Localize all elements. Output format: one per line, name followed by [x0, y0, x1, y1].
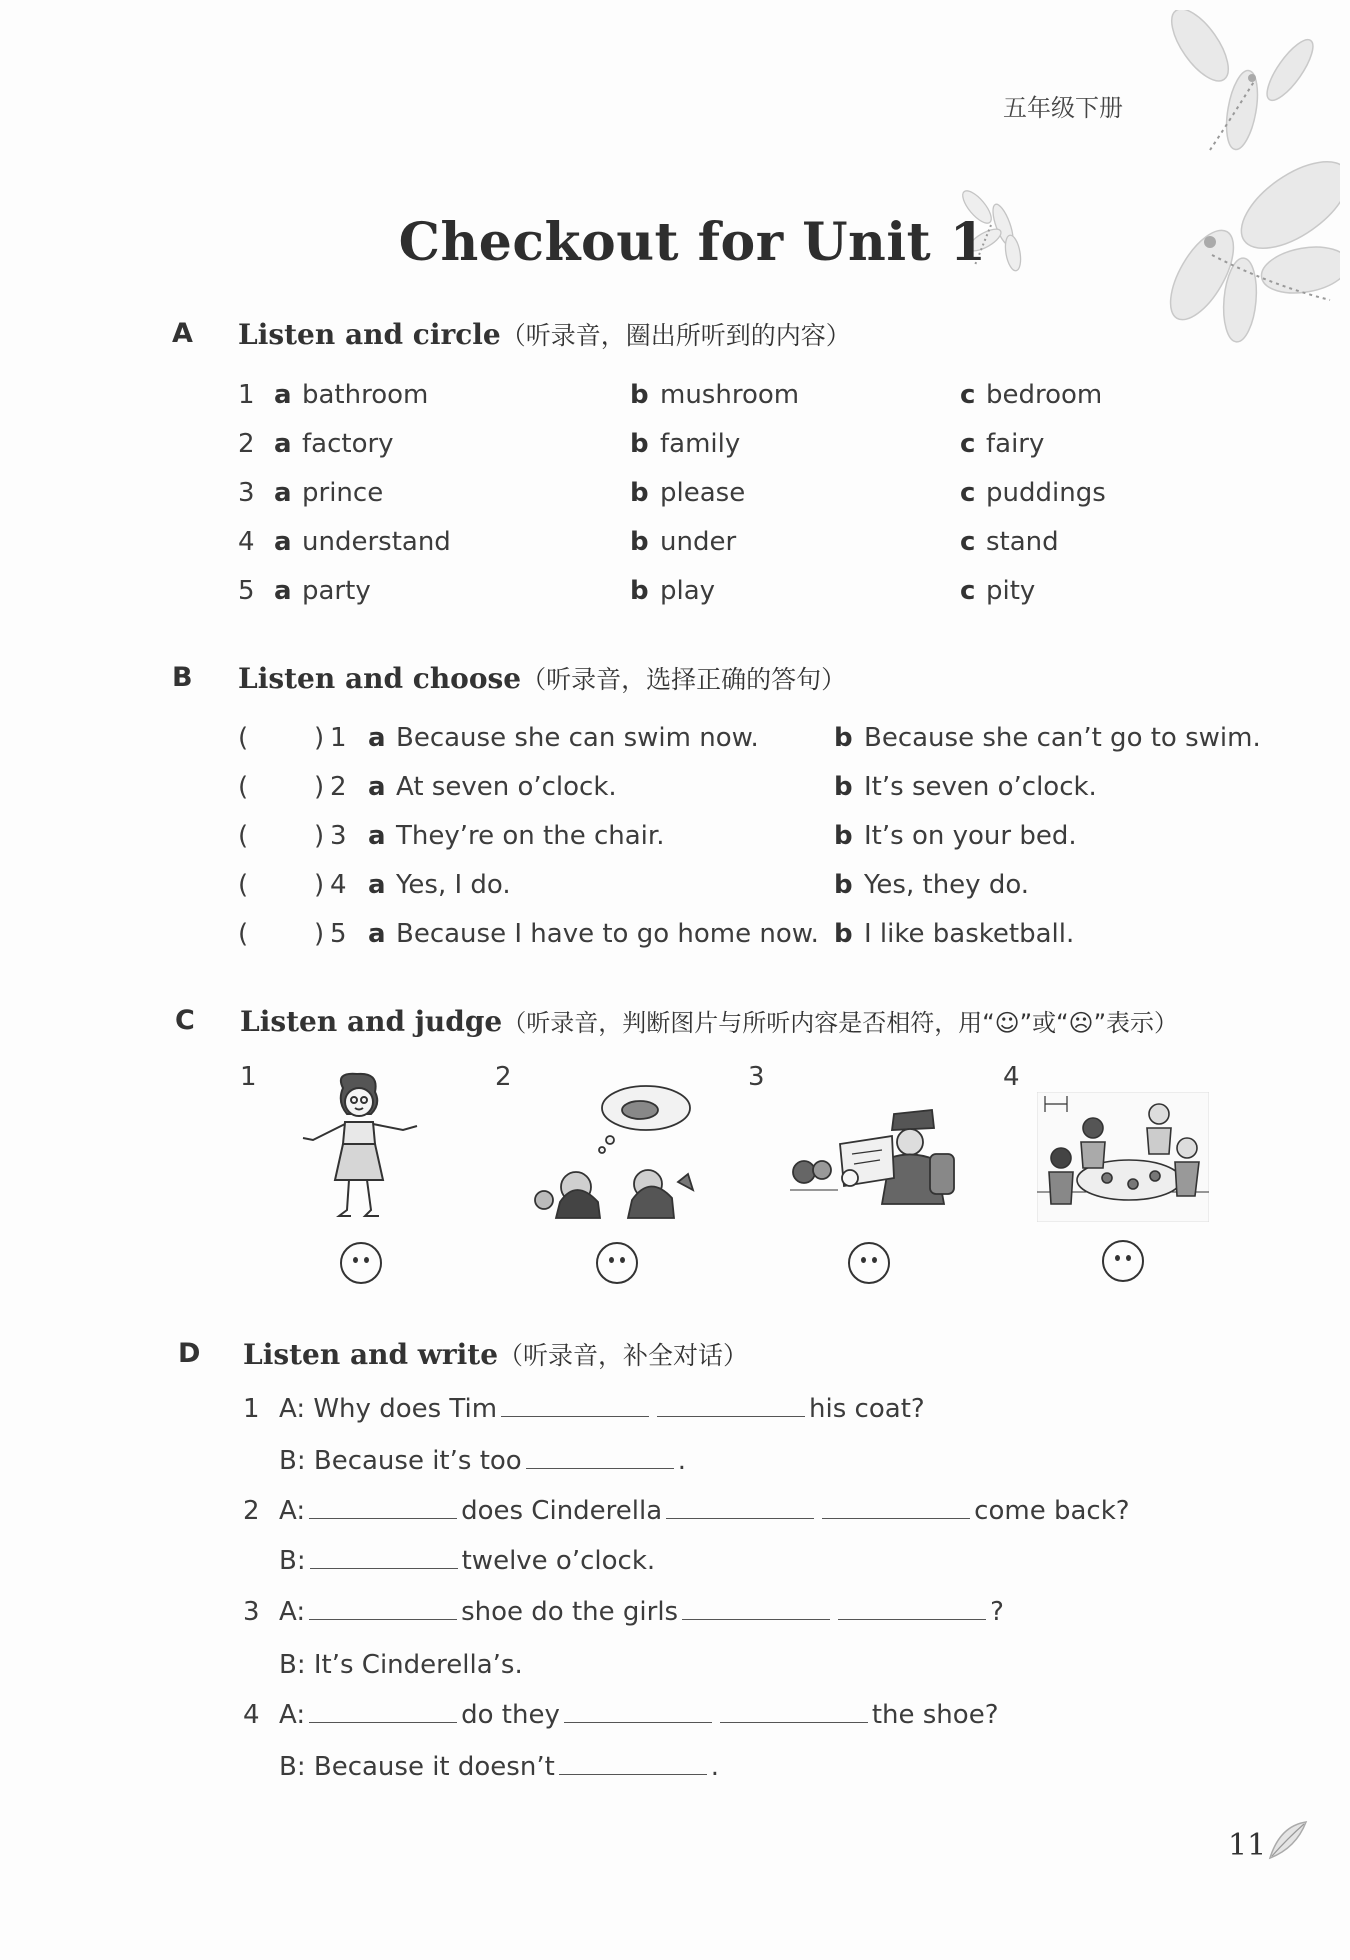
option-a: Yes, I do. [396, 870, 511, 900]
dialogue-line [279, 1446, 686, 1476]
option-a-letter: a [274, 380, 292, 410]
page-title: Checkout for Unit 1 [398, 212, 987, 273]
option-a-letter: a [274, 576, 292, 606]
section-d-letter: D [178, 1338, 201, 1369]
option-a: factory [302, 429, 394, 459]
option-b-letter: b [630, 478, 649, 508]
option-a: understand [302, 527, 451, 557]
option-a-letter: a [274, 478, 292, 508]
option-a: bathroom [302, 380, 429, 410]
text-after-blank: . [677, 1446, 686, 1476]
text-after-blank: . [710, 1752, 720, 1782]
dialogue-text [279, 1394, 925, 1424]
item-number: 4 [238, 527, 255, 557]
answer-blank[interactable] [682, 1597, 830, 1620]
dialogue-line [243, 1394, 925, 1424]
answer-bracket[interactable]: ( [238, 723, 249, 753]
dialogue-line: B: It’s Cinderella’s. [279, 1650, 523, 1680]
list-item [238, 919, 1075, 949]
dialogue-line [243, 1597, 1004, 1627]
dialogue-line [279, 1546, 655, 1576]
item-number: 5 [238, 576, 255, 606]
option-b-letter: b [834, 772, 853, 802]
option-a: Because I have to go home now. [396, 919, 819, 949]
option-b: It’s on your bed. [864, 821, 1077, 851]
section-c-subtitle: （听录音，判断图片与所听内容是否相符，用“☺”或“☹”表示） [502, 1009, 1179, 1037]
option-a: At seven o’clock. [396, 772, 617, 802]
grade-label: 五年级下册 [1003, 94, 1123, 122]
option-b: mushroom [660, 380, 800, 410]
text-between-blanks: does Cinderella [461, 1496, 663, 1526]
list-item [238, 576, 1036, 606]
page-number: 11 [1228, 1828, 1267, 1863]
text-between-blanks: do they [461, 1700, 560, 1730]
item-number: 1 [330, 723, 347, 753]
dialogue-line [243, 1700, 999, 1730]
picture-number: 3 [748, 1062, 765, 1092]
item-number: 3 [330, 821, 347, 851]
option-c-letter: c [960, 576, 976, 606]
section-b-subtitle: （听录音，选择正确的答句） [521, 665, 847, 694]
option-c: pity [986, 576, 1036, 606]
option-b-letter: b [630, 429, 649, 459]
section-c-letter: C [175, 1005, 195, 1036]
answer-blank[interactable] [720, 1700, 868, 1723]
item-number: 5 [330, 919, 347, 949]
text-after-blank: twelve o’clock. [461, 1546, 656, 1576]
option-a: They’re on the chair. [396, 821, 665, 851]
text-after-blank: the shoe? [871, 1700, 999, 1730]
answer-bracket-close: ) [314, 919, 325, 949]
section-a-letter: A [172, 318, 193, 349]
dialogue-text [279, 1496, 1130, 1526]
option-b-letter: b [834, 723, 853, 753]
option-c-letter: c [960, 527, 976, 557]
text-before-blank: A: [279, 1700, 306, 1730]
item-number: 2 [243, 1496, 260, 1526]
section-d-subtitle: （听录音，补全对话） [498, 1341, 749, 1370]
option-b: play [660, 576, 716, 606]
answer-bracket[interactable]: ( [238, 821, 249, 851]
answer-bracket-close: ) [314, 772, 325, 802]
text-after-blank: his coat? [809, 1394, 925, 1424]
dialogue-text [279, 1597, 1004, 1627]
section-c-title-text: Listen and judge [240, 1005, 503, 1038]
dialogue-line [279, 1752, 719, 1782]
picture-number: 4 [1003, 1062, 1020, 1092]
item-number: 2 [330, 772, 347, 802]
option-b: family [660, 429, 741, 459]
text-before-blank: A: [279, 1496, 306, 1526]
answer-blank[interactable] [666, 1496, 814, 1519]
option-b: It’s seven o’clock. [864, 772, 1097, 802]
answer-blank[interactable] [822, 1496, 970, 1519]
item-number: 4 [330, 870, 347, 900]
section-b-letter: B [172, 662, 193, 693]
smiley-face-icon[interactable] [1102, 1240, 1144, 1282]
section-d-title [243, 1336, 748, 1372]
option-a-letter: a [368, 723, 386, 753]
answer-blank[interactable] [309, 1597, 457, 1620]
list-item [238, 870, 1030, 900]
answer-blank[interactable] [501, 1394, 649, 1417]
picnic-illustration [1037, 1092, 1209, 1222]
option-a-letter: a [368, 870, 386, 900]
section-a-title [238, 316, 851, 352]
list-item [238, 429, 1045, 459]
section-c-title [240, 1003, 1178, 1038]
option-b: I like basketball. [864, 919, 1075, 949]
item-number: 2 [238, 429, 255, 459]
section-a-title-text: Listen and circle [238, 318, 501, 351]
text-before-blank: B: Because it doesn’t [279, 1752, 555, 1782]
text-after-blank: ? [990, 1597, 1004, 1627]
option-a-letter: a [368, 821, 386, 851]
option-b: please [660, 478, 746, 508]
option-a: party [302, 576, 371, 606]
option-a-letter: a [274, 429, 292, 459]
item-number: 3 [243, 1597, 260, 1627]
option-b-letter: b [630, 380, 649, 410]
girl-illustration [295, 1070, 425, 1225]
answer-bracket[interactable]: ( [238, 919, 249, 949]
text-after-blank: come back? [974, 1496, 1130, 1526]
section-b-title [238, 660, 846, 696]
list-item [238, 723, 1261, 753]
option-b-letter: b [834, 919, 853, 949]
option-c-letter: c [960, 380, 976, 410]
smiley-face-icon[interactable] [340, 1242, 382, 1284]
answer-bracket[interactable]: ( [238, 870, 249, 900]
picture-number: 2 [495, 1062, 512, 1092]
option-a-letter: a [274, 527, 292, 557]
text-between-blanks: shoe do the girls [461, 1597, 679, 1627]
list-item [238, 478, 1106, 508]
dialogue-text [279, 1700, 999, 1730]
answer-bracket[interactable]: ( [238, 772, 249, 802]
option-b-letter: b [834, 870, 853, 900]
option-c-letter: c [960, 478, 976, 508]
smiley-face-icon[interactable] [848, 1242, 890, 1284]
answer-bracket-close: ) [314, 723, 325, 753]
answer-blank[interactable] [838, 1597, 986, 1620]
option-a-letter: a [368, 919, 386, 949]
section-a-subtitle: （听录音，圈出所听到的内容） [500, 321, 851, 350]
answer-blank[interactable] [657, 1394, 805, 1417]
list-item [238, 772, 1097, 802]
answer-bracket-close: ) [314, 870, 325, 900]
option-b-letter: b [630, 576, 649, 606]
text-before-blank: B: Because it’s too [279, 1446, 522, 1476]
picture-number: 1 [240, 1062, 257, 1092]
answer-blank[interactable] [526, 1446, 674, 1469]
answer-blank[interactable] [309, 1496, 457, 1519]
option-c: puddings [986, 478, 1106, 508]
smiley-face-icon[interactable] [596, 1242, 638, 1284]
option-b: Yes, they do. [864, 870, 1030, 900]
option-b-letter: b [630, 527, 649, 557]
item-number: 1 [243, 1394, 260, 1424]
dragonfly-decoration [1130, 10, 1340, 350]
text-before-blank: B: [279, 1546, 306, 1576]
children-dreaming-illustration [528, 1082, 703, 1222]
option-c: bedroom [986, 380, 1103, 410]
answer-blank[interactable] [310, 1546, 458, 1569]
option-a-letter: a [368, 772, 386, 802]
list-item [238, 821, 1077, 851]
text-before-blank: A: [279, 1597, 306, 1627]
option-c-letter: c [960, 429, 976, 459]
option-b: under [660, 527, 737, 557]
item-number: 4 [243, 1700, 260, 1730]
answer-blank[interactable] [564, 1700, 712, 1723]
leaf-icon [1266, 1818, 1310, 1862]
section-b-title-text: Listen and choose [238, 662, 522, 695]
list-item [238, 527, 1059, 557]
option-a: Because she can swim now. [396, 723, 759, 753]
answer-bracket-close: ) [314, 821, 325, 851]
option-b: Because she can’t go to swim. [864, 723, 1261, 753]
option-c: fairy [986, 429, 1045, 459]
answer-blank[interactable] [559, 1752, 707, 1775]
map-reading-illustration [782, 1100, 957, 1220]
option-b-letter: b [834, 821, 853, 851]
dialogue-line [243, 1496, 1130, 1526]
answer-blank[interactable] [309, 1700, 457, 1723]
text-before-blank: A: Why does Tim [279, 1394, 498, 1424]
section-d-title-text: Listen and write [243, 1338, 499, 1371]
option-a: prince [302, 478, 384, 508]
item-number: 1 [238, 380, 255, 410]
list-item [238, 380, 1103, 410]
item-number: 3 [238, 478, 255, 508]
option-c: stand [986, 527, 1059, 557]
